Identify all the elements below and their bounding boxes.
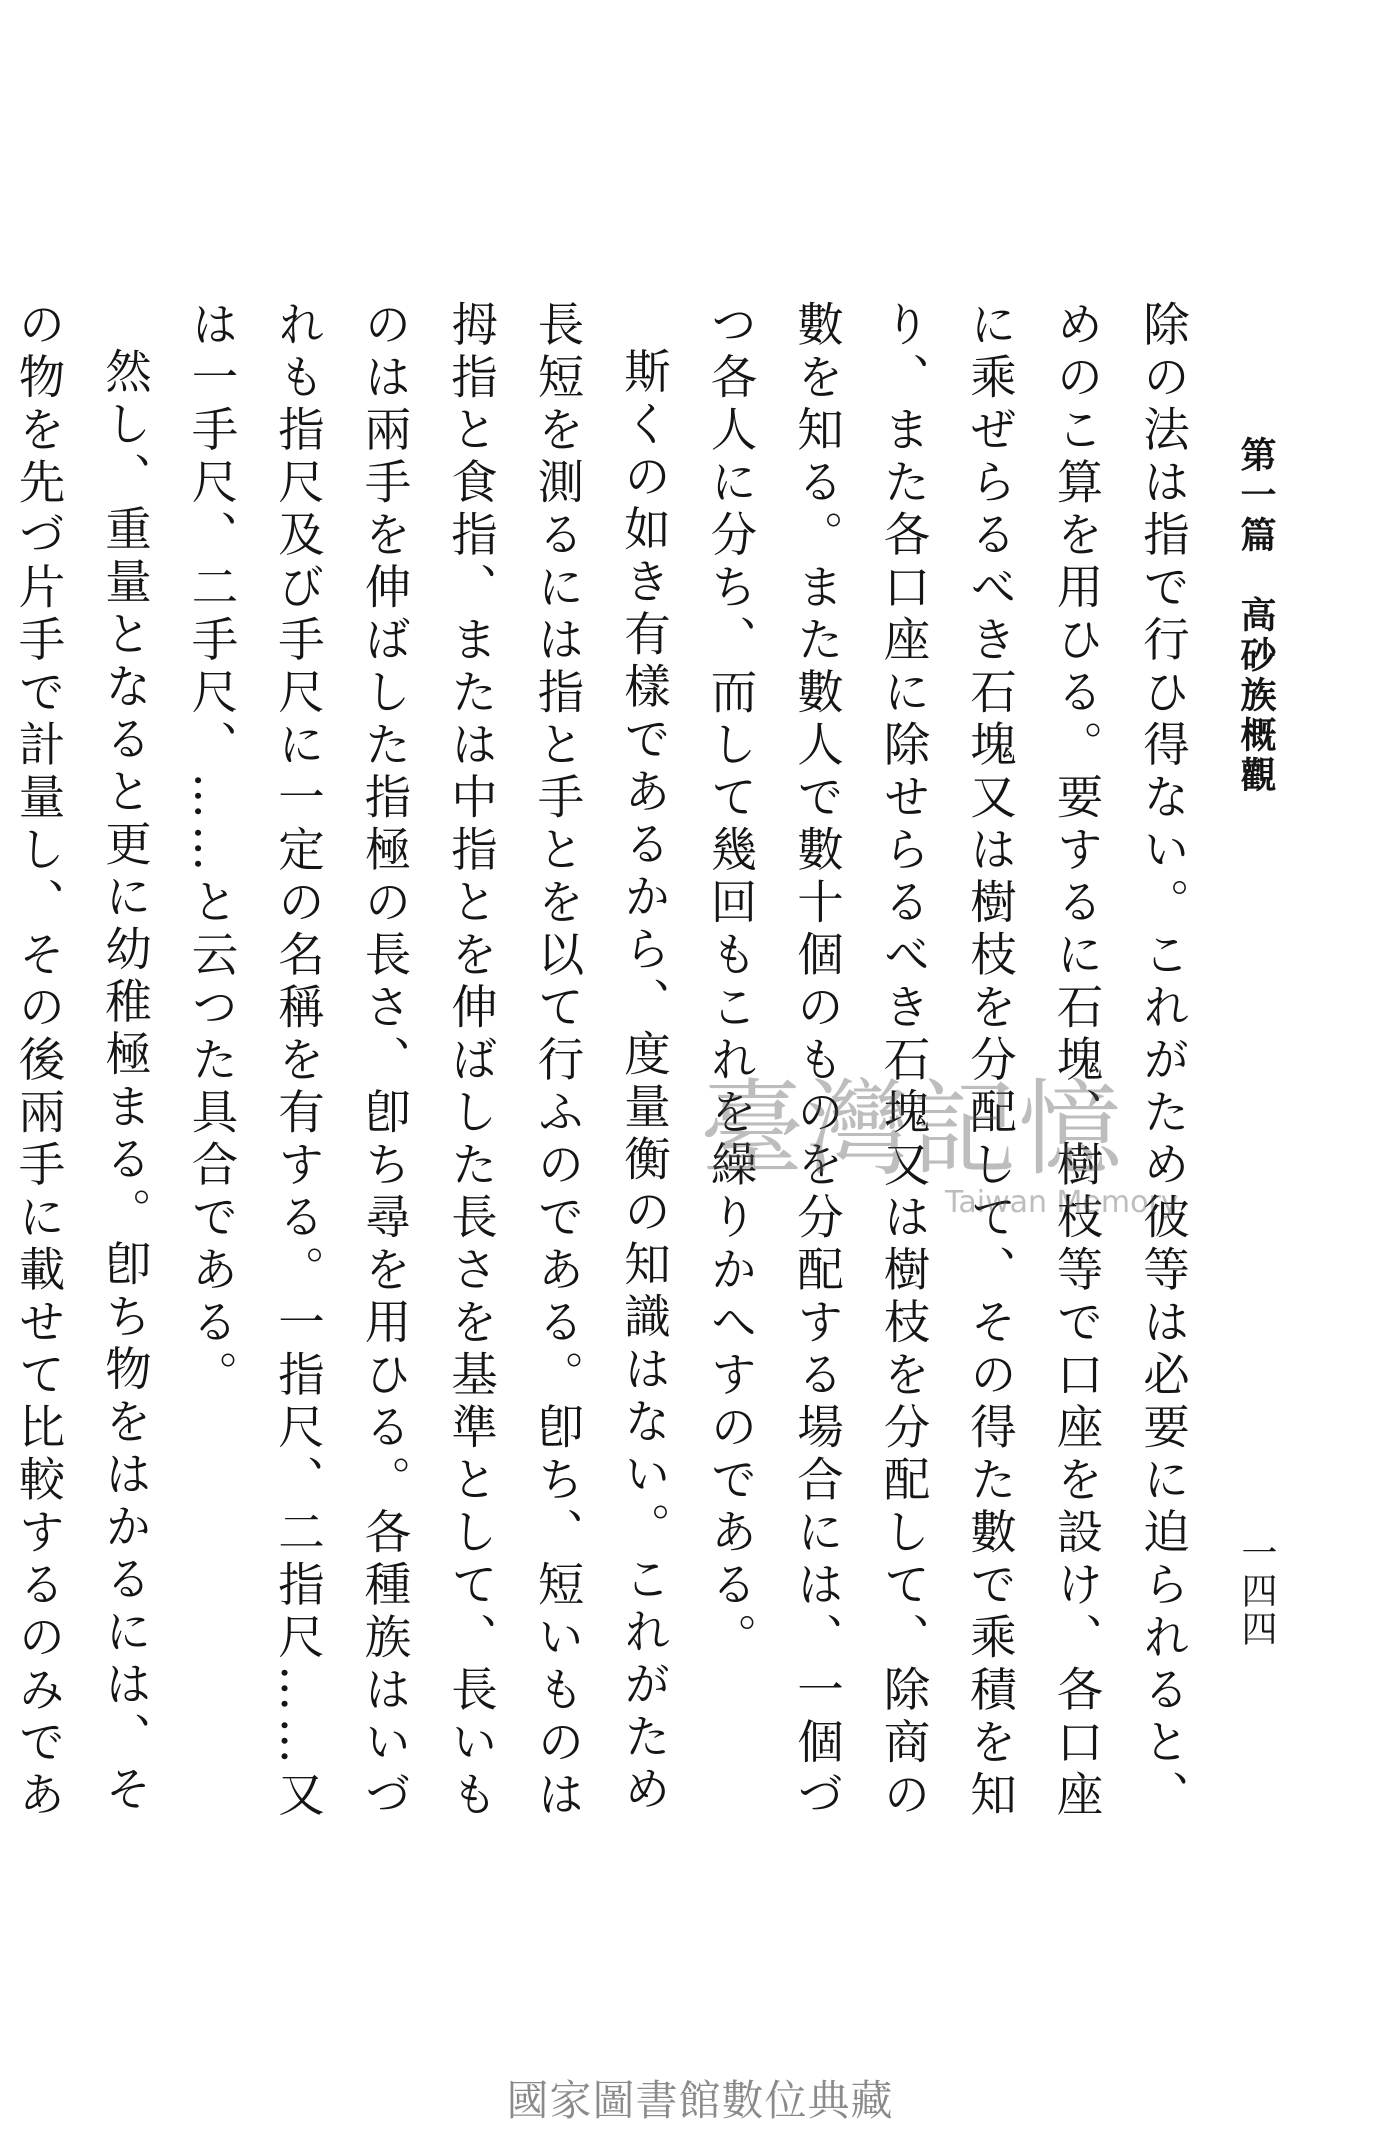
source-footer: 國家圖書館數位典藏 [506,2076,894,2125]
paragraph-continuation: 除の法は指で行ひ得ない。これがため彼等は必要に迫られると、めのこ算を用ひる。要するに石塊、樹枝等で口座を設け、各口座に乘ぜらるべき石塊又は樹枝を分配して、その得た數で乘積を知り、また各口座に除せらるべき石塊又は樹枝を分配して、除商の數を知る。また數人で數十個のものを分配する場合には、一個づつ各人に分ち、而して幾回もこれを繰りかへすのである。 [703,300,1190,1823]
page-number: 一四四 [1236,1534,1277,1648]
page-header [1228,0,1284,2000]
running-title: 第一篇 高砂族概觀 [1235,436,1277,796]
paragraph-measurement: 斯くの如き有樣であるから、度量衡の知識はない。これがため長短を測るには指と手とを以て行ふのである。卽ち、短いものは拇指と食指、または中指とを伸ばした長さを基準として、長いものは兩手を伸ばした指極の長さ、卽ち尋を用ひる。各種族はいづれも指尺及び手尺に一定の名稱を有する。一指尺、二指尺……又は一手尺、二手尺、……と云つた具合である。 [184,300,671,1823]
taiwan-memory-watermark [700,1045,1179,1225]
paragraph-weight: 然し、重量となると更に幼稚極まる。卽ち物をはかるには、その物を先づ片手で計量し、その後兩手に載せて比較するのみであ [11,300,152,1823]
watermark-chinese: 臺灣記憶 [700,1068,1125,1190]
watermark-english: Taiwan Memory [945,1185,1179,1220]
